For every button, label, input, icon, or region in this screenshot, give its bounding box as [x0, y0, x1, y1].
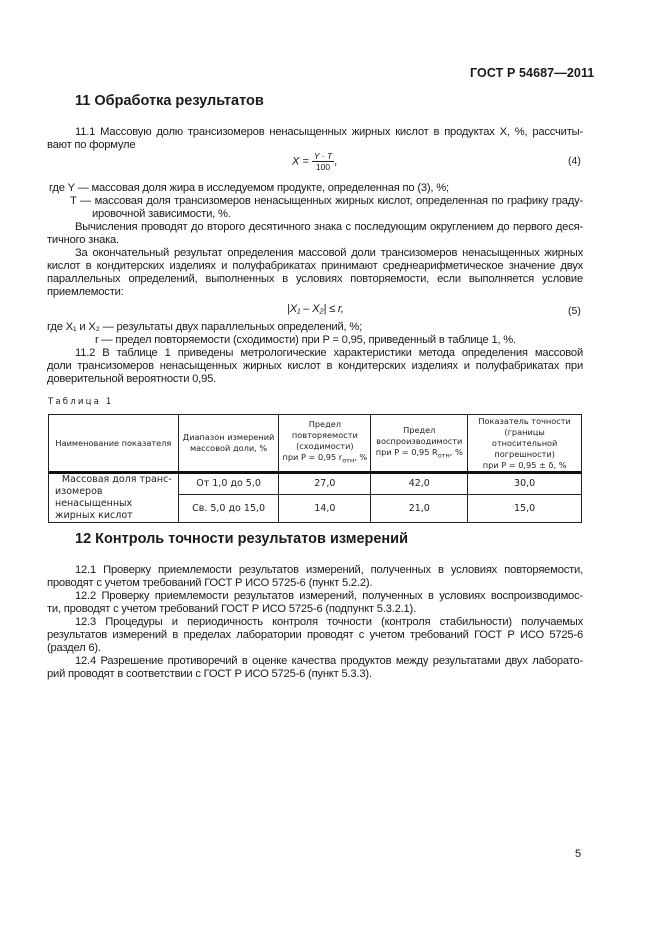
section-12-title: 12 Контроль точности результатов измерений [75, 531, 409, 547]
formula-4-denominator: 100 [315, 162, 331, 172]
table-1-caption: Таблица 1 [48, 397, 114, 407]
header-R-line3: при P = 0,95 R [375, 446, 438, 457]
where-T-line1: T — массовая доля трансизомеров ненасыщенных жирных кислот, определенная по графику граду- [70, 195, 583, 207]
final-result-line3: параллельных определений, выполненных в условиях повторяемости, если выполняется условие [47, 273, 583, 285]
table-header-row [49, 415, 582, 473]
page-number: 5 [575, 848, 582, 860]
final-result-line2: кислот в кондитерских изделиях и полуфабрикатах принимают среднеарифметическое значение двух [47, 260, 583, 272]
header-delta-line2: (границы относительной [491, 426, 558, 448]
range-cell: От 1,0 до 5,0 [178, 473, 279, 495]
where-X: где X₁ и X₂ — результаты двух параллельных определений, %; [47, 321, 363, 333]
range-cell: Св. 5,0 до 15,0 [178, 494, 279, 522]
final-result-line1: За окончательный результат определения массовой доли трансизомеров ненасыщенных жирных [75, 247, 583, 259]
section-11-title: 11 Обработка результатов [75, 93, 264, 109]
formula-4-fraction [312, 151, 334, 172]
header-delta-line4: при P = 0,95 ± δ, % [482, 459, 567, 470]
header-r-line1: Предел [308, 419, 342, 430]
where-Y: где Y — массовая доля жира в исследуемом продукте, определенная по (3), %; [49, 182, 449, 194]
formula-4-lhs: X = [292, 155, 309, 168]
header-indicator-name: Наименование показателя [49, 415, 179, 473]
para-12-3-line1: 12.3 Процедуры и периодичность контроля точности (контроля стабильности) получаемых [75, 616, 583, 628]
header-R-subscript: отн [437, 451, 450, 460]
para-12-1-line1: 12.1 Проверку приемлемости результатов измерений, полученных в условиях повторяемости, [75, 564, 583, 576]
document-id: ГОСТ Р 54687—2011 [470, 66, 595, 80]
para-11-2-line2: доли трансизомеров ненасыщенных жирных кислот в кондитерских изделиях и полуфабрикатах при [47, 360, 583, 372]
para-12-4-line2: рий проводят в соответствии с ГОСТ Р ИСО 5725-6 (пункт 5.3.3). [47, 668, 372, 680]
final-result-line4: приемлемости: [47, 286, 124, 298]
accuracy-cell: 30,0 [468, 473, 582, 495]
para-11-2-line3: доверительной вероятности 0,95. [47, 373, 217, 385]
header-R-line2: воспроизводимости [376, 435, 463, 446]
header-R-line1: Предел [403, 424, 436, 435]
header-accuracy-indicator [468, 415, 582, 473]
para-12-1-line2: проводят с учетом требований ГОСТ Р ИСО 5725-6 (пункт 5.2.2). [47, 577, 373, 589]
indicator-name-cell [49, 473, 179, 523]
reproducibility-cell: 21,0 [371, 494, 468, 522]
formula-5: |X₁ – X₂| ≤ r, [287, 303, 344, 315]
para-11-2-line1: 11.2 В таблице 1 приведены метрологические характеристики метода определения массовой [75, 347, 583, 359]
indicator-name-line1: Массовая доля транс- [61, 474, 172, 485]
header-reproducibility-limit [371, 415, 468, 473]
header-r-tail: , % [354, 452, 368, 463]
header-r-line2: повторяемости [291, 430, 358, 441]
para-12-3-line2: результатов измерений в пределах лаборатории проводят с учетом требований ГОСТ Р ИСО 5725-6 [47, 629, 583, 641]
where-T-line2: ировочной зависимости, %. [92, 208, 231, 220]
header-delta-line1: Показатель точности [478, 415, 571, 426]
para-12-3-line3: (раздел 6). [47, 642, 101, 654]
indicator-name-line3: жирных кислот [55, 510, 133, 521]
header-range-line2: массовой доли, % [189, 443, 268, 453]
calc-line1: Вычисления проводят до второго десятичного знака с последующим округлением до первого деся- [75, 221, 583, 233]
para-12-4-line1: 12.4 Разрешение противоречий в оценке качества продуктов между результатами двух лаборато- [75, 655, 583, 667]
para-11-1-line2: вают по формуле [47, 139, 136, 151]
header-repeatability-limit [279, 415, 371, 473]
formula-4-comma: , [334, 155, 338, 168]
where-r: r — предел повторяемости (сходимости) при P = 0,95, приведенный в таблице 1, %. [95, 334, 516, 346]
para-11-1-line1: 11.1 Массовую долю трансизомеров ненасыщенных жирных кислот в продуктах X, %, рассчиты- [75, 126, 583, 138]
header-range-line1: Диапазон измерений [182, 432, 275, 442]
table-row [49, 473, 582, 495]
reproducibility-cell: 42,0 [371, 473, 468, 495]
para-12-2-line1: 12.2 Проверку приемлемости результатов измерений, полученных в условиях воспроизводимос- [75, 590, 583, 602]
equation-number-4: (4) [568, 155, 581, 167]
formula-4-numerator: Y · T [313, 151, 333, 161]
indicator-name-line2: изомеров ненасыщенных [55, 486, 133, 509]
accuracy-cell: 15,0 [468, 494, 582, 522]
header-measurement-range [178, 415, 279, 473]
formula-4 [292, 151, 337, 172]
header-r-subscript: отн [342, 456, 355, 465]
header-r-line3: (сходимости) [296, 441, 354, 452]
para-12-2-line2: ти, проводят с учетом требований ГОСТ Р ИСО 5725-6 (подпункт 5.3.2.1). [47, 603, 416, 615]
repeatability-cell: 27,0 [279, 473, 371, 495]
equation-number-5: (5) [568, 305, 581, 317]
header-r-line4: при P = 0,95 r [282, 452, 343, 463]
header-delta-line3: погрешности) [494, 448, 555, 459]
table-1 [48, 414, 582, 523]
header-R-tail: , % [449, 446, 463, 457]
repeatability-cell: 14,0 [279, 494, 371, 522]
calc-line2: тичного знака. [47, 234, 119, 246]
